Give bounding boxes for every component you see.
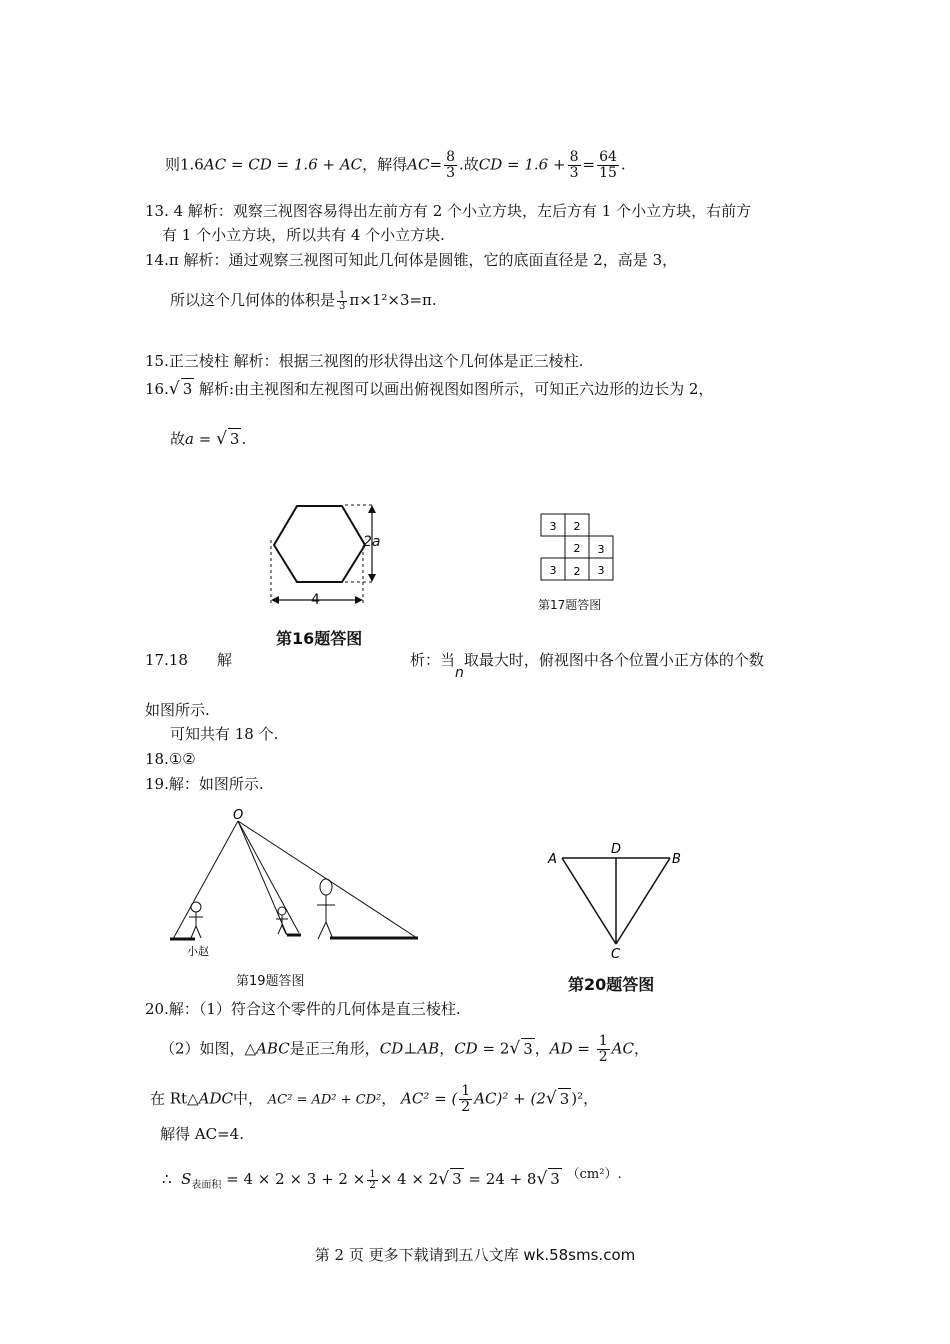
q14-line-b: 所以这个几何体的体积是 $\frac{1}{3}$ π×1²×3=π. (170, 289, 437, 312)
q20-line-b: （2）如图，△ABC是正三角形，CD⊥AB，CD = 2√ 3 ，AD = $\frac{1}{2}$ AC， (160, 1033, 649, 1065)
cell-value: 3 (549, 564, 557, 577)
fig17-caption: 第17题答图 (538, 598, 602, 612)
fig16-bottom-label: 4 (311, 592, 320, 608)
q20-line-e: ∴ $S_{表面积} = 4 \times 2 \times 3 + 2$ × $\frac{1}{2}$ × 4 × 2√ 3 = 24 + 8√ 3 （cm²）. (162, 1167, 622, 1191)
q20-line-a: 20.解：（1）符合这个零件的几何体是直三棱柱. (145, 1000, 461, 1018)
side-ac (562, 858, 616, 944)
q17-f: 可知共有 18 个. (170, 725, 279, 743)
equation: AC = CD = 1.6 + AC (203, 155, 363, 174)
q16-line-a: 16.√ 3 解析:由主视图和左视图可以画出俯视图如图所示，可知正六边形的边长为 2， (145, 379, 714, 399)
label-d: D (611, 842, 622, 857)
arrow-head (355, 596, 363, 604)
fraction: $\frac{8}{3}$ (569, 149, 579, 181)
light-ray (238, 821, 287, 935)
fig19-caption: 第19题答图 (236, 974, 305, 989)
fraction: $\frac{1}{2}$ (598, 1033, 608, 1065)
text: ，解得 (362, 155, 408, 174)
label-a: A (548, 852, 557, 867)
q17-b: 解 (217, 651, 233, 669)
text: . (620, 155, 626, 174)
fig16-caption: 第16题答图 (276, 629, 363, 648)
arrow-head (368, 505, 376, 513)
q17-c: 析：当n取最大时，俯视图中各个位置小正方体的个数 (410, 651, 764, 681)
person-label: 小赵 (187, 945, 209, 958)
page-footer (0, 1244, 950, 1265)
equation: CD = 1.6 + (478, 155, 566, 174)
text: .故 (458, 155, 479, 174)
q15-line: 15.正三棱柱 解析：根据三视图的形状得出这个几何体是正三棱柱. (145, 352, 584, 370)
q20-line-c: 在 Rt△ADC中， AC² = AD² + CD²， AC² = ( $\frac{1}{2}$ AC)² + (2√ 3 )²， (150, 1083, 599, 1115)
text: = (429, 155, 443, 174)
fraction: $\frac{64}{15}$ (599, 149, 617, 181)
footer-text: 第 2 页 更多下载请到五八文库 (314, 1246, 524, 1264)
cell-value: 2 (573, 542, 581, 555)
hexagon (274, 506, 365, 582)
cell-value: 3 (597, 564, 605, 577)
arrow-head (271, 596, 279, 604)
fig20-caption: 第20题答图 (568, 975, 655, 994)
line-1 (165, 150, 626, 181)
cell-value: 3 (597, 543, 605, 556)
fraction: $\frac{1}{2}$ (369, 1168, 376, 1191)
fig16-side-label: 2a (363, 534, 381, 550)
text: = (582, 155, 596, 174)
label-c: C (611, 947, 621, 962)
q13-line-b: 有 1 个小立方块，所以共有 4 个小立方块. (162, 226, 445, 244)
q20-line-d: 解得 AC=4. (160, 1125, 244, 1143)
fraction: $\frac{1}{2}$ (461, 1083, 471, 1115)
q19-line: 19.解：如图所示. (145, 775, 264, 793)
label-b: B (672, 852, 681, 867)
fig16-hexagon-diagram (265, 500, 395, 610)
fig20-triangle-diagram (545, 840, 695, 960)
person-head (278, 907, 286, 915)
text: 则1.6 (165, 155, 204, 174)
q18-line: 18.①② (145, 750, 196, 768)
q13-line-a: 13. 4 解析：观察三视图容易得出左前方有 2 个小立方块，左后方有 1 个小立方块，右前方 (145, 202, 752, 220)
variable: AC (407, 155, 430, 174)
fraction: $\frac{8}{3}$ (446, 149, 455, 181)
cell-value: 2 (573, 520, 581, 533)
fig19-shadow-diagram (165, 805, 425, 965)
person-head (191, 902, 201, 912)
light-ray (238, 821, 299, 933)
point-o-label: O (233, 808, 244, 823)
footer-url[interactable]: wk.58sms.com (523, 1246, 636, 1264)
cell-value: 2 (573, 565, 581, 578)
cell-value: 3 (549, 520, 557, 533)
light-ray (173, 821, 238, 939)
fig17-grid-diagram (540, 513, 620, 583)
side-bc (616, 858, 670, 944)
fraction: $\frac{1}{3}$ (339, 289, 346, 312)
q17-e: 如图所示. (145, 701, 210, 719)
person-head (320, 879, 332, 895)
q16-line-b: 故a = √ 3 . (170, 429, 247, 449)
arrow-head (368, 574, 376, 582)
q14-line-a: 14.π 解析：通过观察三视图可知此几何体是圆锥，它的底面直径是 2，高是 3， (145, 251, 678, 269)
q17-a: 17.18 (145, 651, 188, 669)
